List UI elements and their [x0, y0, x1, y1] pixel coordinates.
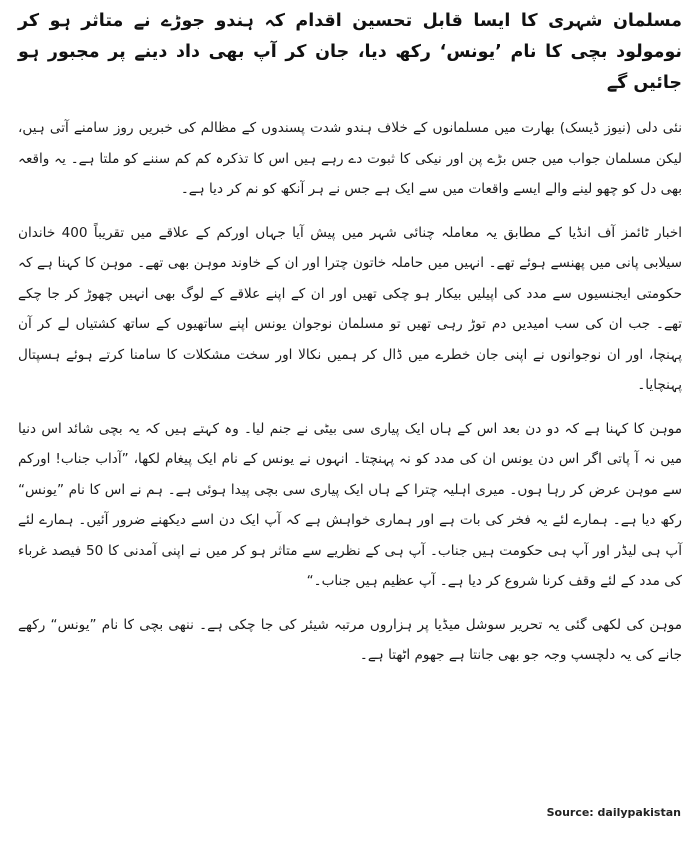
article-paragraph-intro: نئی دلی (نیوز ڈیسک) بھارت میں مسلمانوں کے خلاف ہندو شدت پسندوں کے مظالم کی خبریں روز سامنے آتی ہیں، لیکن مسلمان جواب میں جس بڑے پن اور نیکی کا ثبوت دے رہے ہیں اس کا تذکرہ کم کم سننے کو ملتا ہے۔ یہ واقعہ بھی دل کو چھو لینے والے ایسے واقعات میں سے ایک ہے جس نے ہر آنکھ کو نم کر دیا ہے۔: [18, 120, 682, 197]
article-paragraph-closing: موہن کی لکھی گئی یہ تحریر سوشل میڈیا پر ہزاروں مرتبہ شیئر کی جا چکی ہے۔ ننھی بچی کا نام ”یونس“ رکھے جانے کی یہ دلچسپ وجہ جو بھی جانتا ہے جھوم اٹھتا ہے۔: [18, 616, 682, 663]
article-paragraph-letter: موہن کا کہنا ہے کہ دو دن بعد اس کے ہاں ایک پیاری سی بیٹی نے جنم لیا۔ وہ کہتے ہیں کہ یہ بچی شائد اس دنیا میں نہ آ پاتی اگر اس دن یونس ان کی مدد کو نہ پہنچتا۔ انہوں نے یونس کے نام ایک پیغام لکھا، ”آداب جناب! اورکم سے موہن عرض کر رہا ہوں۔ میری اہلیہ چترا کے ہاں ایک پیاری سی بچی پیدا ہوئی ہے۔ ہم نے اس کا نام ”یونس“ رکھ دیا ہے۔ ہمارے لئے یہ فخر کی بات ہے اور ہماری خواہش ہے کہ آپ ایک دن اسے دیکھنے ضرور آئیں۔ ہمارے لئے آپ ہی لیڈر اور آپ ہی حکومت ہیں جناب۔ آپ ہی کے نظریے سے متاثر ہو کر میں نے اپنی آمدنی کا 50 فیصد غرباء کی مدد کے لئے وقف کرنا شروع کر دیا ہے۔ آپ عظیم ہیں جناب۔“: [18, 420, 683, 589]
article-paragraph-rescue: اخبار ٹائمز آف انڈیا کے مطابق یہ معاملہ چنائی شہر میں پیش آیا جہاں اورکم کے علاقے میں تقریباً 400 خاندان سیلابی پانی میں پھنسے ہوئے تھے۔ انہیں میں حاملہ خاتون چترا اور ان کے خاوند موہن بھی تھے۔ موہن کا کہنا ہے کہ حکومتی ایجنسیوں سے مدد کی اپیلیں بیکار ہو چکی تھیں اور ان کے اپنے علاقے کے لوگ بھی انہیں چھوڑ کر جا چکے تھے۔ جب ان کی سب امیدیں دم توڑ رہی تھیں تو مسلمان نوجوان یونس اپنے ساتھیوں کے ساتھ کشتیاں لے کر آن پہنچا، اور ان نوجوانوں نے اپنی جان خطرے میں ڈال کر ہمیں نکالا اور سخت مشکلات کا سامنا کرتے ہوئے ہسپتال پہنچایا۔: [18, 224, 683, 393]
article-body: [18, 6, 682, 684]
article-headline: مسلمان شہری کا ایسا قابل تحسین اقدام کہ ہندو جوڑے نے متاثر ہو کر نومولود بچی کا نام ’یونس‘ رکھ دیا، جان کر آپ بھی داد دینے پر مجبور ہو جائیں گے: [18, 11, 682, 93]
source-credit: Source: dailypakistan: [546, 806, 681, 819]
